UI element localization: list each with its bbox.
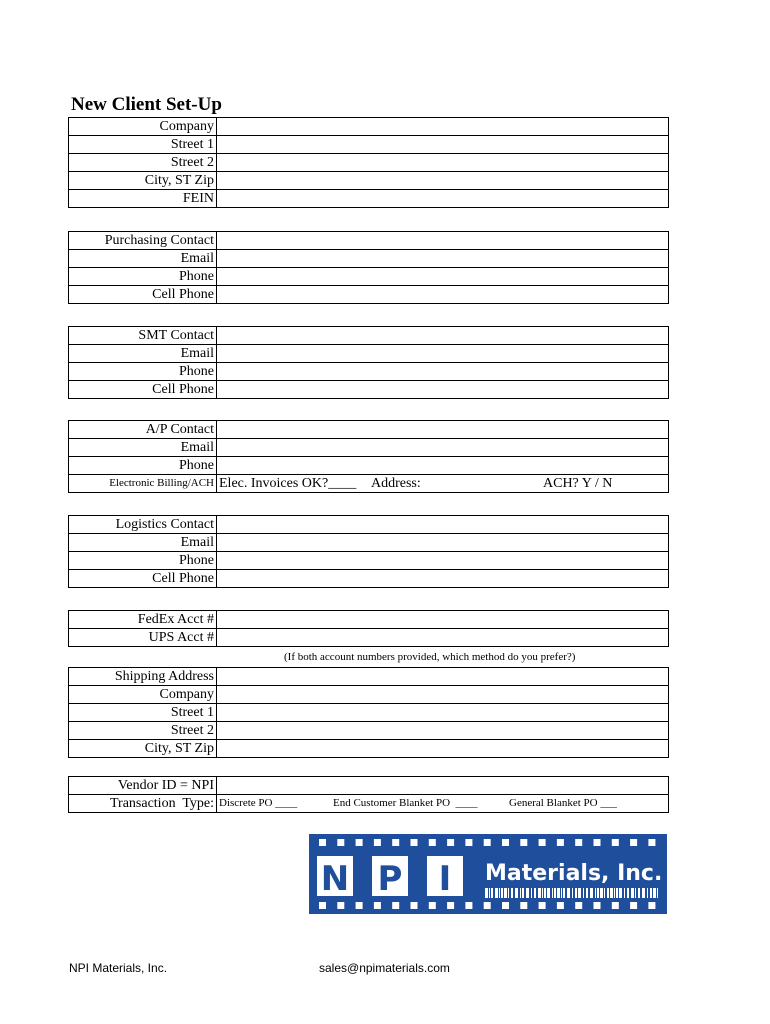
logistics-email-label: Email <box>69 534 217 552</box>
shipping-street1-field[interactable] <box>217 704 669 722</box>
shipping-street1-label: Street 1 <box>69 704 217 722</box>
film-hole <box>465 902 472 909</box>
logistics-cell-field[interactable] <box>217 570 669 588</box>
shipping-street2-field[interactable] <box>217 722 669 740</box>
logistics-contact-table <box>68 515 669 588</box>
vendor-id-label: Vendor ID = NPI <box>69 777 217 795</box>
street2-field[interactable] <box>217 154 669 172</box>
film-hole <box>520 839 527 846</box>
form-title: New Client Set-Up <box>71 94 222 115</box>
film-hole <box>429 839 436 846</box>
fedex-acct-field[interactable] <box>217 611 669 629</box>
barcode-bar <box>567 888 570 898</box>
film-hole <box>447 839 454 846</box>
city-st-zip-field[interactable] <box>217 172 669 190</box>
transaction-type-field[interactable] <box>217 795 669 813</box>
ap-contact-label: A/P Contact <box>69 421 217 439</box>
film-hole <box>411 839 418 846</box>
ap-email-field[interactable] <box>217 439 669 457</box>
barcode-bar <box>650 888 652 898</box>
film-hole <box>520 902 527 909</box>
film-hole <box>630 839 637 846</box>
discrete-po-text: Discrete PO ____ <box>219 797 298 809</box>
film-hole <box>337 839 344 846</box>
barcode-bar <box>501 888 503 898</box>
film-hole <box>539 839 546 846</box>
barcode-bar <box>653 888 656 898</box>
barcode-bar <box>604 888 605 898</box>
city-st-zip-label: City, ST Zip <box>69 172 217 190</box>
barcode-bar <box>504 888 507 898</box>
film-hole <box>356 902 363 909</box>
fein-field[interactable] <box>217 190 669 208</box>
shipping-address-label: Shipping Address <box>69 668 217 686</box>
film-hole <box>557 839 564 846</box>
smt-phone-label: Phone <box>69 363 217 381</box>
street1-label: Street 1 <box>69 136 217 154</box>
film-hole <box>374 902 381 909</box>
film-hole <box>502 902 509 909</box>
footer-company: NPI Materials, Inc. <box>69 961 168 975</box>
shipping-accounts-table <box>68 610 669 647</box>
fedex-acct-label: FedEx Acct # <box>69 611 217 629</box>
purchasing-contact-label: Purchasing Contact <box>69 232 217 250</box>
barcode-bar <box>578 888 581 898</box>
shipping-address-field[interactable] <box>217 668 669 686</box>
company-label: Company <box>69 118 217 136</box>
smt-phone-field[interactable] <box>217 363 669 381</box>
smt-email-field[interactable] <box>217 345 669 363</box>
vendor-id-field[interactable] <box>217 777 669 795</box>
barcode-bar <box>583 888 584 898</box>
shipping-company-field[interactable] <box>217 686 669 704</box>
barcode-bar <box>531 888 532 898</box>
barcode-bar <box>572 888 573 898</box>
npi-materials-logo <box>309 834 667 914</box>
barcode-bar <box>544 888 546 898</box>
logo-letter-i: I <box>438 859 452 899</box>
barcode-bar <box>526 888 529 898</box>
shipping-street2-label: Street 2 <box>69 722 217 740</box>
barcode-bar <box>561 888 562 898</box>
film-hole <box>356 839 363 846</box>
logistics-phone-field[interactable] <box>217 552 669 570</box>
barcode-bar <box>647 888 648 898</box>
barcode-bar <box>614 888 615 898</box>
barcode-bar <box>557 888 560 898</box>
ap-email-label: Email <box>69 439 217 457</box>
logistics-cell-label: Cell Phone <box>69 570 217 588</box>
general-blanket-po-text: General Blanket PO ___ <box>509 797 617 809</box>
film-hole <box>594 839 601 846</box>
ap-phone-field[interactable] <box>217 457 669 475</box>
barcode-bar <box>600 888 603 898</box>
film-hole <box>575 902 582 909</box>
film-hole <box>337 902 344 909</box>
purchasing-email-label: Email <box>69 250 217 268</box>
film-hole <box>429 902 436 909</box>
film-hole <box>630 902 637 909</box>
film-hole <box>484 902 491 909</box>
barcode-bar <box>631 888 634 898</box>
company-info-table <box>68 117 669 208</box>
barcode-bar <box>554 888 556 898</box>
barcode-bar <box>538 888 541 898</box>
film-hole <box>392 902 399 909</box>
barcode-bar <box>495 888 498 898</box>
barcode-bar <box>590 888 593 898</box>
shipping-method-note: (If both account numbers provided, which method do you prefer?) <box>284 651 576 663</box>
logistics-contact-label: Logistics Contact <box>69 516 217 534</box>
purchasing-phone-label: Phone <box>69 268 217 286</box>
film-hole <box>648 839 655 846</box>
barcode-bar <box>491 888 493 898</box>
shipping-city-field[interactable] <box>217 740 669 758</box>
film-hole <box>612 902 619 909</box>
barcode-bar <box>638 888 640 898</box>
vendor-table <box>68 776 669 813</box>
street2-label: Street 2 <box>69 154 217 172</box>
barcode-bar <box>522 888 524 898</box>
logistics-contact-field[interactable] <box>217 516 669 534</box>
barcode-bar <box>642 888 645 898</box>
film-hole <box>575 839 582 846</box>
barcode-bar <box>607 888 609 898</box>
film-hole <box>319 902 326 909</box>
purchasing-email-field[interactable] <box>217 250 669 268</box>
barcode-bar <box>616 888 618 898</box>
barcode-bar <box>610 888 613 898</box>
purchasing-cell-field[interactable] <box>217 286 669 304</box>
purchasing-contact-table <box>68 231 669 304</box>
barcode-bar <box>657 888 658 898</box>
film-hole <box>648 902 655 909</box>
barcode-bar <box>595 888 596 898</box>
ups-acct-label: UPS Acct # <box>69 629 217 647</box>
barcode-bar <box>635 888 636 898</box>
logistics-phone-label: Phone <box>69 552 217 570</box>
barcode-bar <box>575 888 577 898</box>
elec-invoices-ok-text: Elec. Invoices OK?____ <box>219 476 357 491</box>
barcode-bar <box>511 888 513 898</box>
smt-cell-field[interactable] <box>217 381 669 399</box>
film-hole <box>374 839 381 846</box>
film-hole <box>539 902 546 909</box>
electronic-billing-label: Electronic Billing/ACH <box>69 475 217 493</box>
purchasing-cell-label: Cell Phone <box>69 286 217 304</box>
barcode-bar <box>515 888 518 898</box>
barcode-bar <box>619 888 622 898</box>
film-hole <box>484 839 491 846</box>
smt-contact-table <box>68 326 669 399</box>
logistics-email-field[interactable] <box>217 534 669 552</box>
shipping-address-table <box>68 667 669 758</box>
logo-company-name: Materials, Inc. <box>485 861 663 886</box>
smt-email-label: Email <box>69 345 217 363</box>
shipping-city-label: City, ST Zip <box>69 740 217 758</box>
film-hole <box>392 839 399 846</box>
barcode-bar <box>586 888 588 898</box>
barcode-bar <box>489 888 490 898</box>
logo-letter-p: P <box>377 859 403 899</box>
film-hole <box>557 902 564 909</box>
smt-cell-label: Cell Phone <box>69 381 217 399</box>
barcode-bar <box>499 888 500 898</box>
film-hole <box>411 902 418 909</box>
barcode-bar <box>627 888 629 898</box>
film-hole <box>502 839 509 846</box>
film-hole <box>319 839 326 846</box>
barcode-bar <box>485 888 488 898</box>
purchasing-contact-field[interactable] <box>217 232 669 250</box>
barcode-bar <box>552 888 553 898</box>
footer-email: sales@npimaterials.com <box>319 961 450 975</box>
shipping-company-label: Company <box>69 686 217 704</box>
electronic-billing-field[interactable] <box>217 475 669 493</box>
barcode-bar <box>520 888 521 898</box>
smt-contact-label: SMT Contact <box>69 327 217 345</box>
barcode-bar <box>547 888 550 898</box>
transaction-type-label: Transaction Type: <box>69 795 217 813</box>
film-hole <box>612 839 619 846</box>
barcode-bar <box>597 888 599 898</box>
end-customer-blanket-po-text: End Customer Blanket PO ____ <box>333 797 478 809</box>
logo-letter-n: N <box>320 859 350 899</box>
smt-contact-field[interactable] <box>217 327 669 345</box>
film-hole <box>594 902 601 909</box>
purchasing-phone-field[interactable] <box>217 268 669 286</box>
barcode-bar <box>563 888 565 898</box>
barcode-bar <box>508 888 509 898</box>
barcode-bar <box>542 888 543 898</box>
address-text: Address: <box>371 476 421 491</box>
ups-acct-field[interactable] <box>217 629 669 647</box>
barcode-bar <box>624 888 625 898</box>
ap-contact-table <box>68 420 669 493</box>
street1-field[interactable] <box>217 136 669 154</box>
ach-text: ACH? Y / N <box>543 476 613 491</box>
barcode-bar <box>534 888 536 898</box>
fein-label: FEIN <box>69 190 217 208</box>
film-hole <box>447 902 454 909</box>
company-field[interactable] <box>217 118 669 136</box>
ap-phone-label: Phone <box>69 457 217 475</box>
film-hole <box>465 839 472 846</box>
ap-contact-field[interactable] <box>217 421 669 439</box>
